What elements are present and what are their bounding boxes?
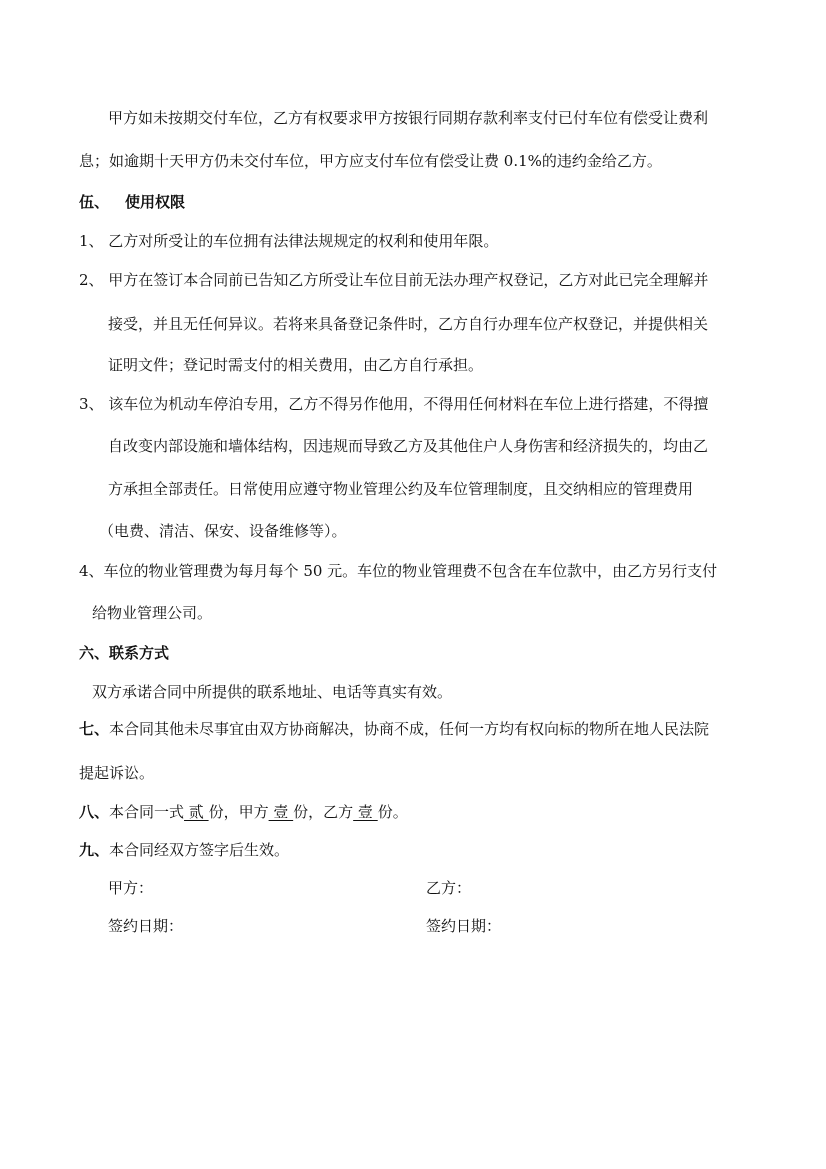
section-5-number: 伍、	[79, 193, 110, 211]
intro-line-2: 息；如逾期十天甲方仍未交付车位，甲方应支付车位有偿受让费 0.1%的违约金给乙方。	[79, 152, 662, 170]
section-8-number: 八、	[79, 803, 110, 821]
party-b-signature-label: 乙方：	[426, 879, 472, 897]
section-5-item-4-line-2: 给物业管理公司。	[92, 604, 213, 622]
section-5-item-2-line-1: 2、 甲方在签订本合同前已告知乙方所受让车位目前无法办理产权登记，乙方对此已完全理解并	[79, 271, 709, 289]
section-8-text-1: 本合同一式	[109, 803, 185, 821]
section-5-heading	[79, 192, 185, 212]
section-8-text-4: 份。	[377, 803, 408, 821]
section-7-line-1	[79, 719, 709, 739]
section-9-line	[79, 840, 289, 860]
section-5-item-2-line-2: 接受，并且无任何异议。若将来具备登记条件时，乙方自行办理车位产权登记，并提供相关	[108, 315, 709, 333]
section-5-item-3-line-3: 方承担全部责任。日常使用应遵守物业管理公约及车位管理制度，且交纳相应的管理费用	[108, 480, 694, 498]
copies-total-value: 贰	[184, 803, 209, 821]
section-5-item-4-line-1: 4、车位的物业管理费为每月每个 50 元。车位的物业管理费不包含在车位款中，由乙方另行支付	[79, 562, 718, 580]
copies-party-a-value: 壹	[268, 803, 294, 821]
section-8-text-3: 份，乙方	[293, 803, 354, 821]
copies-party-b-value: 壹	[353, 803, 378, 821]
section-9-number: 九、	[79, 841, 110, 859]
party-a-signature-label: 甲方：	[108, 879, 154, 897]
section-5-title: 使用权限	[125, 193, 186, 211]
section-6-body: 双方承诺合同中所提供的联系地址、电话等真实有效。	[92, 683, 453, 701]
party-b-date-label: 签约日期：	[426, 917, 502, 935]
section-5-item-3-line-4: （电费、清洁、保安、设备维修等）。	[99, 522, 347, 540]
section-7-text: 本合同其他未尽事宜由双方协商解决，协商不成，任何一方均有权向标的物所在地人民法院	[109, 720, 710, 738]
section-8-line	[79, 802, 408, 822]
section-6-heading: 六、联系方式	[79, 644, 170, 662]
section-5-item-3-line-2: 自改变内部设施和墙体结构，因违规而导致乙方及其他住户人身伤害和经济损失的，均由乙	[108, 437, 709, 455]
section-7-number: 七、	[79, 720, 110, 738]
section-8-text-2: 份，甲方	[208, 803, 269, 821]
section-7-line-2: 提起诉讼。	[79, 764, 155, 782]
intro-line-1: 甲方如未按期交付车位，乙方有权要求甲方按银行同期存款利率支付已付车位有偿受让费利	[108, 109, 709, 127]
section-5-item-2-line-3: 证明文件；登记时需支付的相关费用，由乙方自行承担。	[108, 356, 484, 374]
section-9-text: 本合同经双方签字后生效。	[109, 841, 290, 859]
section-5-item-3-line-1: 3、 该车位为机动车停泊专用，乙方不得另作他用，不得用任何材料在车位上进行搭建，不得擅	[79, 395, 709, 413]
section-5-item-1: 1、 乙方对所受让的车位拥有法律法规规定的权利和使用年限。	[79, 232, 499, 250]
party-a-date-label: 签约日期：	[108, 917, 184, 935]
